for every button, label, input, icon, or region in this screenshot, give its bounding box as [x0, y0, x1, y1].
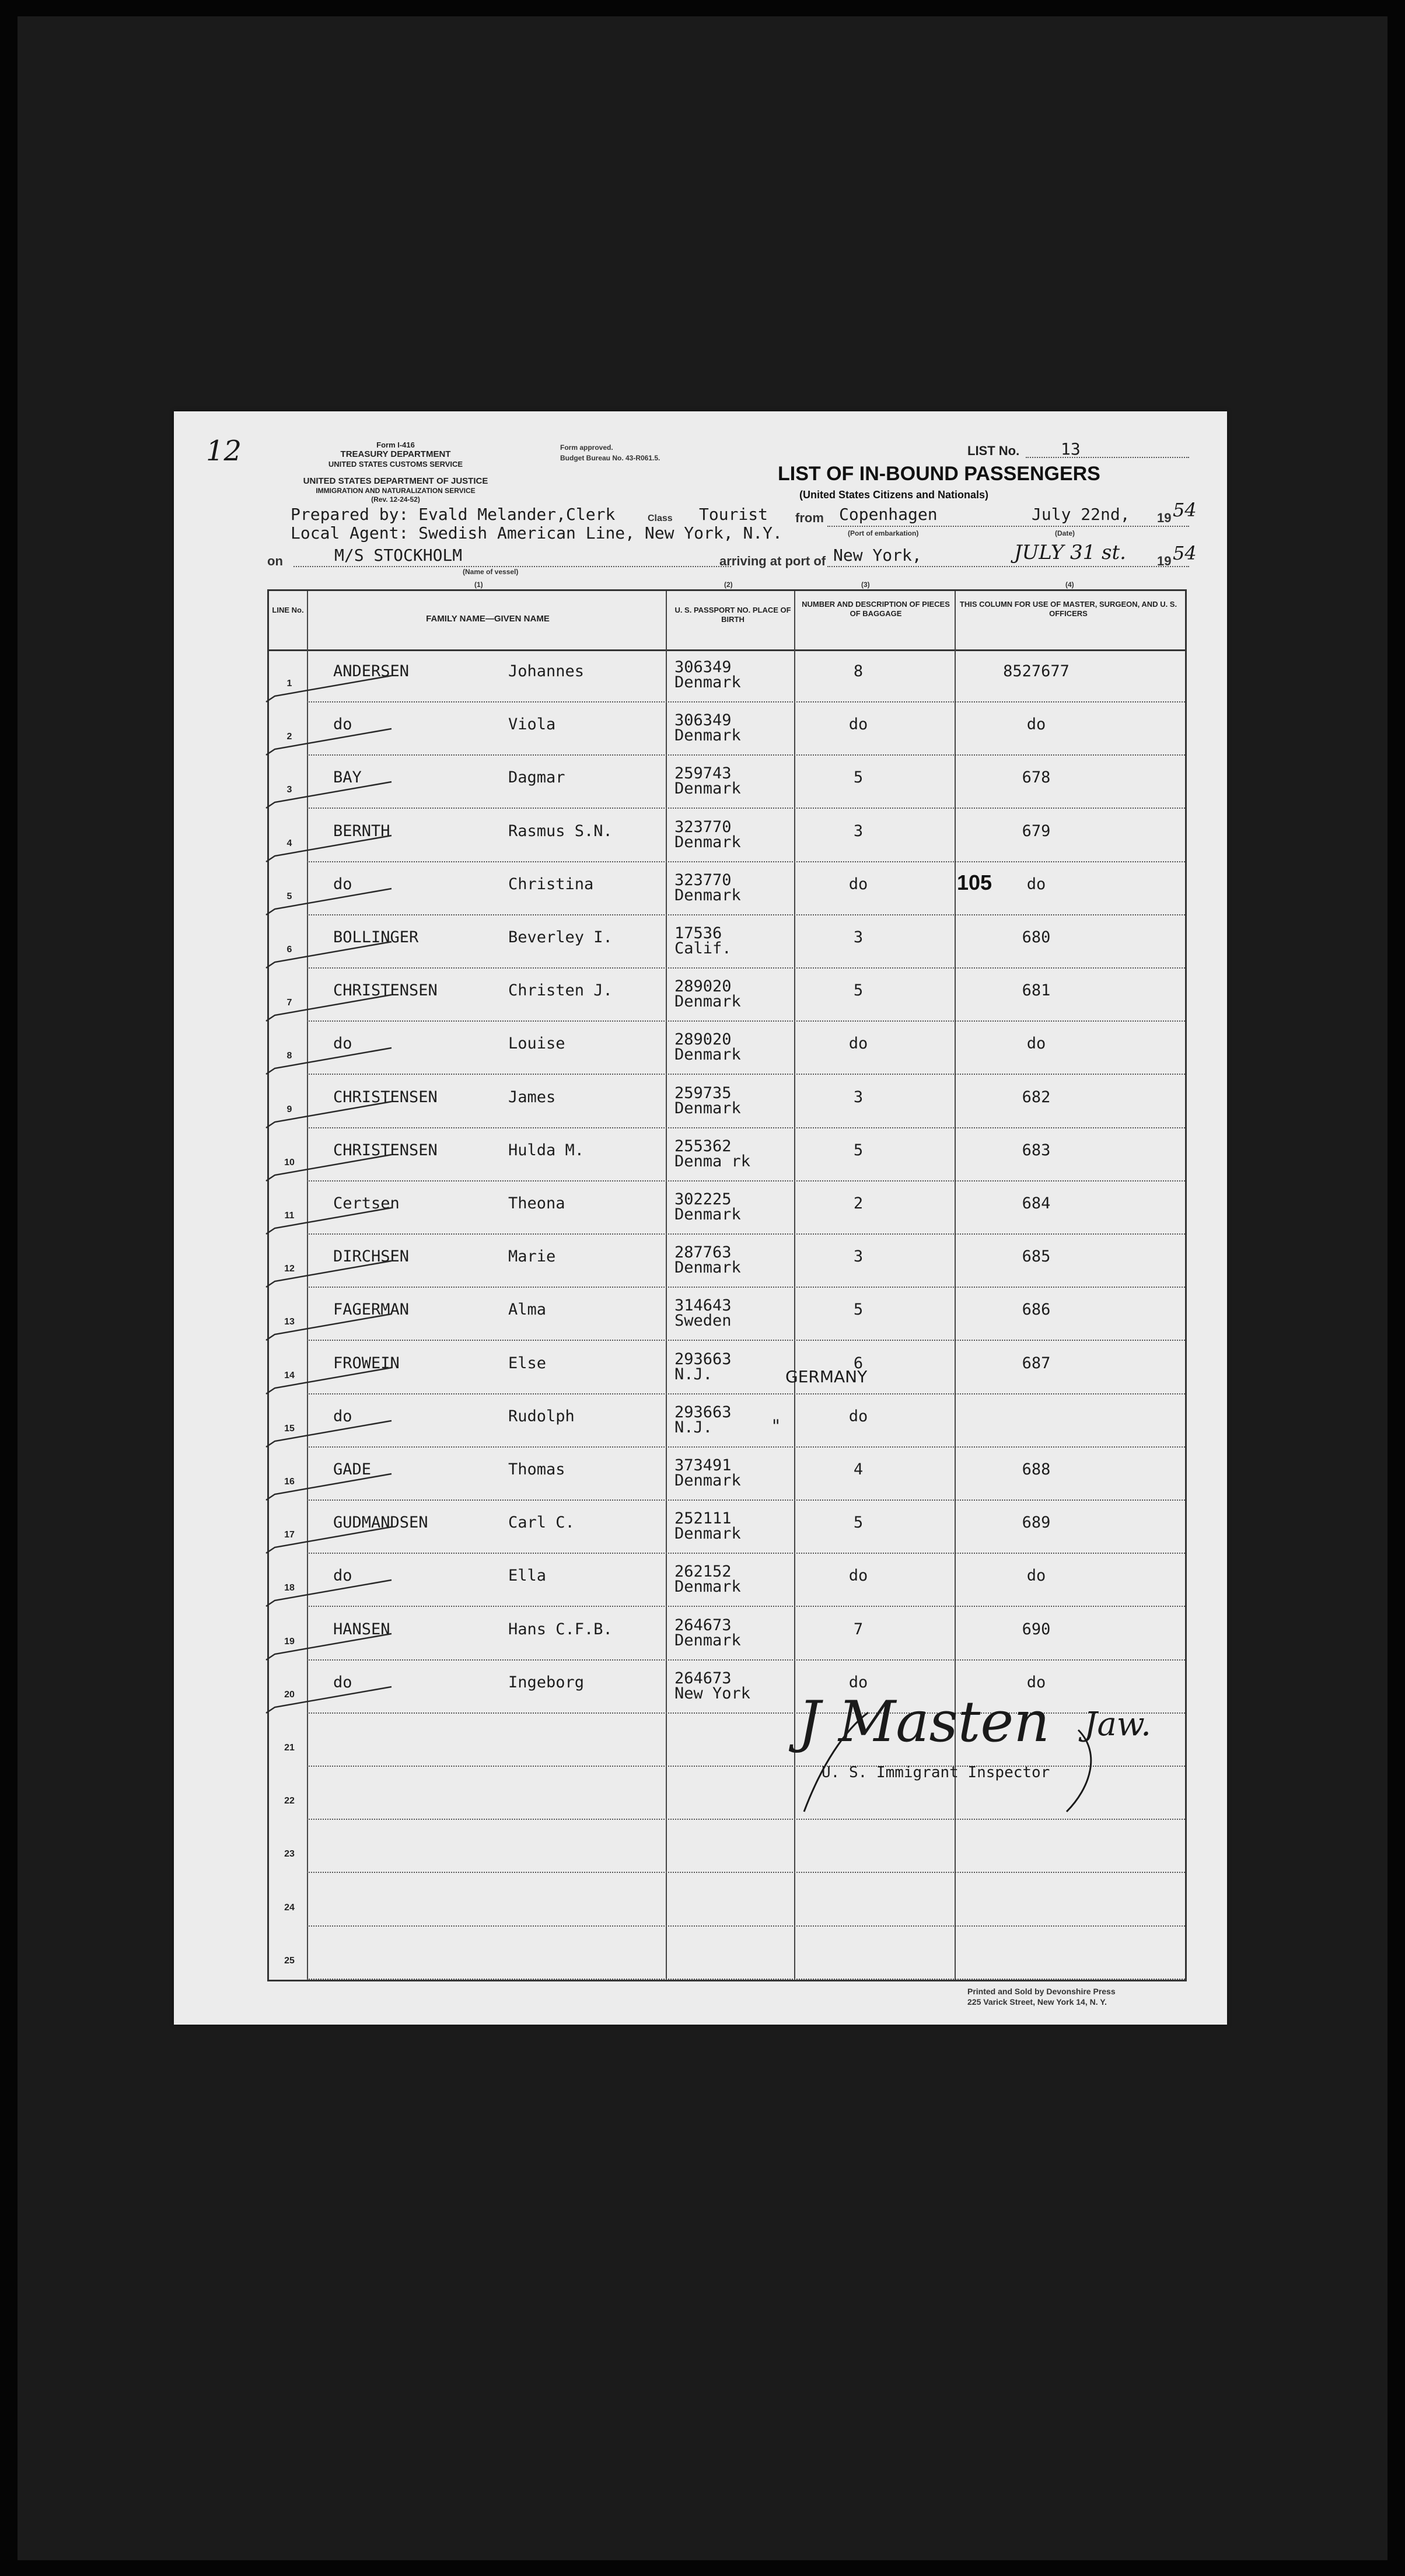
passport-and-birthplace [674, 926, 732, 956]
family-name: ANDERSEN [333, 662, 410, 680]
baggage-count: 5 [853, 768, 864, 787]
year-prefix: 19 [1157, 511, 1172, 525]
line-number: 12 [284, 1264, 295, 1274]
family-name: BAY [333, 768, 362, 787]
place-of-birth: N.J. [674, 1365, 713, 1383]
family-name: do [333, 1673, 352, 1691]
passport-number: 293663 [674, 1403, 732, 1421]
line-number: 19 [284, 1636, 295, 1647]
given-name: Ingeborg [508, 1673, 585, 1691]
passport-and-birthplace [674, 1511, 741, 1542]
class-label: Class [648, 513, 673, 523]
given-name: Marie [508, 1247, 556, 1266]
passport-number: 264673 [674, 1669, 732, 1687]
family-name: GUDMANDSEN [333, 1514, 428, 1532]
passport-number: 264673 [674, 1616, 732, 1634]
baggage-count: 3 [853, 928, 864, 946]
place-of-birth: Denmark [674, 1099, 741, 1117]
count-stamp: 105 [957, 871, 992, 894]
family-name: DIRCHSEN [333, 1247, 410, 1266]
passport-and-birthplace [674, 1671, 750, 1701]
passport-and-birthplace [674, 1405, 732, 1435]
customs-service: UNITED STATES CUSTOMS SERVICE [328, 460, 463, 469]
family-name: do [333, 1034, 352, 1053]
ditto-mark: " [772, 1416, 780, 1436]
table-row [269, 809, 1185, 862]
arrival-year-prefix: 19 [1157, 554, 1172, 568]
table-row [269, 1448, 1185, 1501]
passport-and-birthplace [674, 660, 741, 690]
baggage-count: 7 [853, 1620, 864, 1638]
place-of-birth: Denmark [674, 726, 741, 745]
baggage-count: 6 [853, 1354, 864, 1372]
arrival-port: New York, [833, 546, 922, 565]
passport-number: 259743 [674, 764, 732, 783]
family-name: BERNTH [333, 822, 390, 840]
table-row [269, 969, 1185, 1022]
passport-number: 252111 [674, 1509, 732, 1528]
table-row [269, 1182, 1185, 1235]
given-name: Carl C. [508, 1514, 575, 1532]
passport-number: 373491 [674, 1456, 732, 1474]
table-row [269, 1075, 1185, 1128]
table-row [269, 862, 1185, 915]
justice-department: UNITED STATES DEPARTMENT OF JUSTICE [303, 476, 488, 486]
officer-number: 681 [1022, 981, 1051, 1000]
signature-flourish [775, 1695, 1183, 1823]
line-number: 17 [284, 1530, 295, 1540]
baggage-count: 8 [853, 662, 864, 680]
family-name: CHRISTENSEN [333, 1088, 438, 1106]
passport-and-birthplace [674, 713, 741, 743]
place-of-birth: Denmark [674, 833, 741, 851]
table-row [269, 702, 1185, 756]
column-number: (4) [1065, 581, 1074, 589]
officer-number: 685 [1022, 1247, 1051, 1266]
passport-number: 255362 [674, 1137, 732, 1155]
line-number: 3 [286, 785, 292, 795]
table-row [269, 1394, 1185, 1448]
place-of-birth: N.J. [674, 1418, 713, 1436]
baggage-count: do [848, 1034, 868, 1053]
given-name: Alma [508, 1301, 547, 1319]
local-agent: Local Agent: Swedish American Line, New York, N.Y. [291, 523, 782, 543]
place-of-birth: Denmark [674, 1631, 741, 1649]
printer-line-2: 225 Varick Street, New York 14, N. Y. [967, 1997, 1107, 2007]
officer-number: 687 [1022, 1354, 1051, 1372]
line-number: 21 [284, 1743, 295, 1753]
baggage-count: do [848, 875, 868, 893]
inspector-signature-suffix: Jaw. [1084, 1705, 1151, 1743]
officer-number: 682 [1022, 1088, 1051, 1106]
passport-and-birthplace [674, 1458, 741, 1488]
line-number: 7 [286, 998, 292, 1008]
given-name: James [508, 1088, 556, 1106]
place-of-birth: Denmark [674, 673, 741, 691]
printer-line-1: Printed and Sold by Devonshire Press [967, 1987, 1116, 1996]
passport-and-birthplace [674, 1564, 741, 1595]
place-of-birth: Sweden [674, 1312, 732, 1330]
header-name: FAMILY NAME—GIVEN NAME [426, 614, 550, 624]
inspector-label: U. S. Immigrant Inspector [822, 1764, 1050, 1781]
table-header [269, 591, 1185, 651]
family-name: FAGERMAN [333, 1301, 410, 1319]
column-number: (3) [861, 581, 870, 589]
table-row [269, 1235, 1185, 1288]
passport-number: 293663 [674, 1350, 732, 1368]
passport-number: 289020 [674, 1030, 732, 1049]
line-number: 22 [284, 1796, 295, 1806]
baggage-count: 3 [853, 1247, 864, 1266]
officer-number: do [1026, 875, 1046, 893]
embarkation-port: Copenhagen [839, 505, 938, 524]
inspector-signature: J Masten [798, 1689, 1050, 1754]
given-name: Louise [508, 1034, 565, 1053]
table-row [269, 756, 1185, 809]
baggage-count: do [848, 1567, 868, 1585]
family-name: FROWEIN [333, 1354, 400, 1372]
passport-number: 17536 [674, 924, 722, 942]
officer-number: do [1026, 1567, 1046, 1585]
family-name: do [333, 1567, 352, 1585]
officer-number: 679 [1022, 822, 1051, 840]
passport-number: 306349 [674, 658, 732, 676]
passport-number: 259735 [674, 1083, 732, 1102]
port-caption: (Port of embarkation) [848, 529, 919, 537]
passport-and-birthplace [674, 1032, 741, 1062]
baggage-count: 5 [853, 1301, 864, 1319]
line-number: 23 [284, 1849, 295, 1860]
given-name: Viola [508, 715, 556, 734]
baggage-count: 3 [853, 822, 864, 840]
given-name: Christina [508, 875, 594, 893]
line-number: 2 [286, 732, 292, 742]
germany-note: GERMANY [785, 1367, 868, 1386]
given-name: Johannes [508, 662, 585, 680]
given-name: Dagmar [508, 768, 565, 787]
baggage-count: 4 [853, 1460, 864, 1479]
officer-number: 680 [1022, 928, 1051, 946]
family-name: do [333, 1407, 352, 1425]
given-name: Rasmus S.N. [508, 822, 613, 840]
passport-and-birthplace [674, 1245, 741, 1275]
baggage-count: do [848, 715, 868, 734]
baggage-count: 5 [853, 981, 864, 1000]
on-label: on [267, 554, 283, 568]
line-number: 15 [284, 1423, 295, 1434]
place-of-birth: Denmark [674, 1525, 741, 1543]
vessel-name: M/S STOCKHOLM [334, 546, 463, 565]
prepared-by: Prepared by: Evald Melander,Clerk [291, 505, 616, 524]
passport-number: 289020 [674, 977, 732, 996]
form-number: Form I-416 [376, 441, 415, 449]
passport-number: 323770 [674, 817, 732, 836]
family-name: BOLLINGER [333, 928, 419, 946]
class-value: Tourist [699, 505, 768, 524]
passport-and-birthplace [674, 1618, 741, 1648]
passport-number: 323770 [674, 871, 732, 889]
line-number: 18 [284, 1583, 295, 1593]
given-name: Thomas [508, 1460, 565, 1479]
place-of-birth: Denmark [674, 1205, 741, 1224]
passport-and-birthplace [674, 817, 741, 851]
table-row [269, 649, 1185, 702]
passenger-list-document [174, 411, 1227, 2025]
line-number: 25 [284, 1955, 295, 1966]
document-subtitle: (United States Citizens and Nationals) [799, 489, 989, 501]
passport-and-birthplace [674, 979, 741, 1009]
line-number: 13 [284, 1317, 295, 1327]
line-number: 4 [286, 838, 292, 848]
baggage-count: 5 [853, 1514, 864, 1532]
line-number: 5 [286, 891, 292, 901]
arrival-year: 54 [1173, 542, 1197, 564]
family-name: do [333, 715, 352, 734]
baggage-count: do [848, 1673, 868, 1691]
date-caption: (Date) [1055, 529, 1075, 537]
given-name: Ella [508, 1567, 547, 1585]
passport-and-birthplace [674, 1298, 732, 1329]
line-number: 14 [284, 1370, 295, 1380]
officer-number: 684 [1022, 1194, 1051, 1212]
header-baggage: NUMBER AND DESCRIPTION OF PIECES OF BAGGAGE [802, 600, 950, 618]
table-row [269, 915, 1185, 969]
place-of-birth: Denma rk [674, 1152, 751, 1170]
officer-number: 8527677 [1003, 662, 1070, 680]
document-title: LIST OF IN-BOUND PASSENGERS [778, 463, 1100, 485]
header-passport: U. S. PASSPORT NO. PLACE OF BIRTH [674, 606, 791, 624]
place-of-birth: Denmark [674, 1578, 741, 1596]
passport-number: 262152 [674, 1563, 732, 1581]
line-number: 1 [286, 679, 292, 688]
family-name: do [333, 875, 352, 893]
passport-and-birthplace [674, 1139, 750, 1169]
place-of-birth: Calif. [674, 939, 732, 957]
line-number: 10 [284, 1157, 295, 1168]
margin-note: 12 [206, 435, 242, 467]
passport-number: 302225 [674, 1190, 732, 1208]
line-number: 6 [286, 945, 292, 955]
given-name: Else [508, 1354, 547, 1372]
table-row [269, 1927, 1185, 1980]
passport-and-birthplace [674, 1192, 741, 1222]
place-of-birth: Denmark [674, 780, 741, 798]
column-number: (1) [474, 581, 483, 589]
family-name: Certsen [333, 1194, 400, 1212]
baggage-count: 2 [853, 1194, 864, 1212]
officer-number: 688 [1022, 1460, 1051, 1479]
family-name: CHRISTENSEN [333, 981, 438, 1000]
passport-number: 287763 [674, 1243, 732, 1262]
place-of-birth: Denmark [674, 1046, 741, 1064]
given-name: Hulda M. [508, 1141, 585, 1159]
vessel-caption: (Name of vessel) [463, 568, 519, 576]
list-number: 13 [1061, 439, 1081, 459]
form-approved: Form approved. [560, 443, 613, 452]
table-row [269, 1820, 1185, 1873]
line-number: 9 [286, 1104, 292, 1114]
baggage-count: 3 [853, 1088, 864, 1106]
ins-service: IMMIGRATION AND NATURALIZATION SERVICE [316, 487, 476, 495]
given-name: Beverley I. [508, 928, 613, 946]
given-name: Theona [508, 1194, 565, 1212]
place-of-birth: Denmark [674, 992, 741, 1011]
baggage-count: 5 [853, 1141, 864, 1159]
header-line-no: LINE No. [272, 606, 304, 614]
line-number: 16 [284, 1477, 295, 1487]
officer-number: 690 [1022, 1620, 1051, 1638]
officer-number: 683 [1022, 1141, 1051, 1159]
given-name: Christen J. [508, 981, 613, 1000]
table-row [269, 1128, 1185, 1182]
given-name: Hans C.F.B. [508, 1620, 613, 1638]
list-date: July 22nd, [1032, 505, 1130, 524]
column-number: (2) [724, 581, 733, 589]
place-of-birth: Denmark [674, 886, 741, 904]
passport-and-birthplace [674, 1352, 732, 1382]
arriving-label: arriving at port of [719, 554, 826, 568]
table-row [269, 1607, 1185, 1661]
table-row [269, 1554, 1185, 1607]
passport-number: 306349 [674, 711, 732, 730]
table-row [269, 1288, 1185, 1341]
place-of-birth: New York [674, 1684, 751, 1703]
officer-number: 678 [1022, 768, 1051, 787]
table-row [269, 1501, 1185, 1554]
line-number: 20 [284, 1689, 295, 1700]
officer-number: do [1026, 1034, 1046, 1053]
officer-number: do [1026, 715, 1046, 734]
family-name: CHRISTENSEN [333, 1141, 438, 1159]
passport-and-birthplace [674, 766, 741, 796]
given-name: Rudolph [508, 1407, 575, 1425]
officer-number: 689 [1022, 1514, 1051, 1532]
officer-number: 686 [1022, 1301, 1051, 1319]
from-label: from [795, 511, 824, 525]
revision: (Rev. 12-24-52) [371, 495, 420, 504]
budget-bureau: Budget Bureau No. 43-R061.5. [560, 454, 660, 462]
place-of-birth: Denmark [674, 1259, 741, 1277]
passport-and-birthplace [674, 873, 741, 903]
header-officers: THIS COLUMN FOR USE OF MASTER, SURGEON, AND U. S. OFFICERS [959, 600, 1177, 618]
table-row [269, 1874, 1185, 1927]
family-name: HANSEN [333, 1620, 390, 1638]
line-number: 8 [286, 1051, 292, 1061]
baggage-count: do [848, 1407, 868, 1425]
passport-number: 314643 [674, 1296, 732, 1315]
place-of-birth: Denmark [674, 1471, 741, 1490]
line-number: 24 [284, 1902, 295, 1913]
treasury-department: TREASURY DEPARTMENT [340, 449, 451, 459]
arrival-date: JULY 31 st. [1014, 541, 1126, 564]
officer-number: do [1026, 1673, 1046, 1691]
table-row [269, 1341, 1185, 1394]
table-row [269, 1022, 1185, 1075]
family-name: GADE [333, 1460, 372, 1479]
passport-and-birthplace [674, 1083, 741, 1117]
list-number-label: LIST No. [967, 443, 1020, 458]
line-number: 11 [284, 1211, 295, 1221]
year-value: 54 [1173, 499, 1197, 521]
